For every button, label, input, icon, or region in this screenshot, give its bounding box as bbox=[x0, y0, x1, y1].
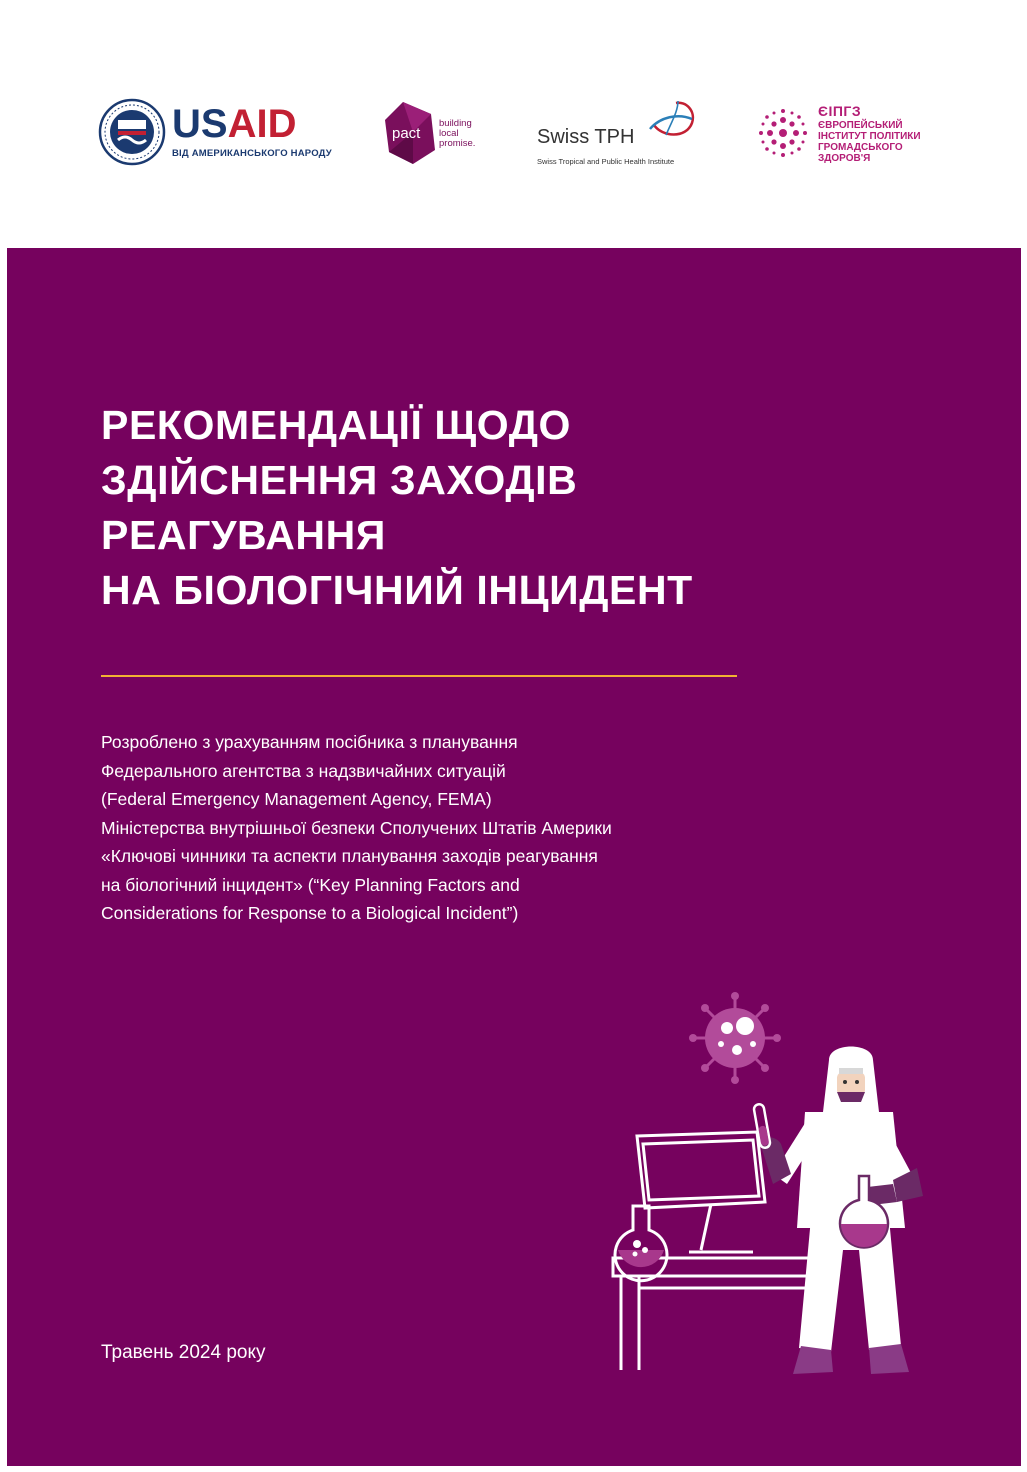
publication-date: Травень 2024 року bbox=[101, 1342, 266, 1363]
subtitle-line: на біологічний інцидент» (“Key Planning Factors and bbox=[101, 874, 520, 895]
eipgz-dots-icon bbox=[758, 108, 808, 158]
usaid-subtitle: ВІД АМЕРИКАНСЬКОГО НАРОДУ bbox=[172, 148, 332, 159]
subtitle-line: «Ключові чинники та аспекти планування заходів реагування bbox=[101, 846, 598, 866]
partner-logos bbox=[0, 0, 1027, 246]
lab-table bbox=[613, 1258, 811, 1370]
title-divider bbox=[101, 675, 737, 677]
pact-logo-text: pact bbox=[392, 125, 421, 142]
eipgz-abbreviation: ЄІПГЗ bbox=[818, 103, 862, 119]
title-line: ЗДІЙСНЕННЯ ЗАХОДІВ bbox=[101, 457, 578, 503]
virus-icon bbox=[689, 992, 781, 1084]
subtitle-line: (Federal Emergency Management Agency, FEMA) bbox=[101, 789, 492, 809]
title-line: НА БІОЛОГІЧНИЙ ІНЦИДЕНТ bbox=[101, 567, 693, 613]
usaid-seal-icon bbox=[98, 98, 166, 166]
usaid-wordmark: USAID bbox=[172, 102, 297, 146]
flask-icon bbox=[615, 1206, 667, 1281]
scientist-figure bbox=[753, 1047, 923, 1375]
subtitle-line: Considerations for Response to a Biological Incident”) bbox=[101, 903, 519, 923]
swiss-tph-name: Swiss TPH bbox=[537, 126, 635, 148]
pact-tagline: building local promise. bbox=[439, 118, 476, 149]
pact-logo-icon bbox=[383, 100, 439, 166]
eipgz-full-name: ЄВРОПЕЙСЬКИЙ ІНСТИТУТ ПОЛІТИКИ ГРОМАДСЬКОГО ЗДОРОВ'Я bbox=[818, 120, 921, 164]
lab-scientist-illustration bbox=[597, 988, 957, 1388]
swiss-tph-subtitle: Swiss Tropical and Public Health Institute bbox=[537, 157, 675, 166]
subtitle-line: Міністерства внутрішньої безпеки Сполучених Штатів Америки bbox=[101, 817, 612, 838]
test-tube-icon bbox=[753, 1103, 770, 1148]
title-line: РЕКОМЕНДАЦІЇ ЩОДО bbox=[101, 402, 572, 448]
title-line: РЕАГУВАННЯ bbox=[101, 512, 386, 558]
subtitle-line: Розроблено з урахуванням посібника з планування bbox=[101, 732, 518, 752]
swiss-tph-swoosh-icon bbox=[648, 99, 696, 141]
subtitle-line: Федерального агентства з надзвичайних ситуацій bbox=[101, 760, 506, 781]
cover-panel bbox=[7, 248, 1021, 1466]
document-title bbox=[101, 398, 861, 618]
document-subtitle bbox=[101, 728, 801, 928]
